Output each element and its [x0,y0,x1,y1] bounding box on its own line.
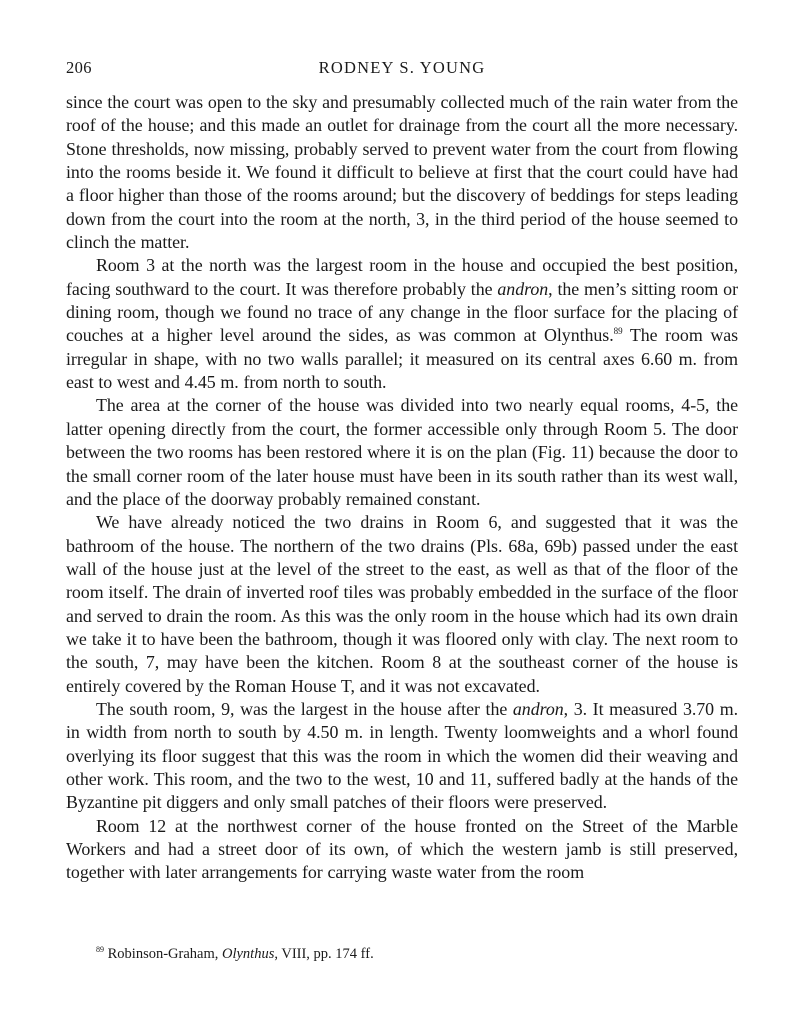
paragraph-text: , 3. It measured 3.70 m. in width from north to south by 4.50 m. in length. Twenty loomweights and a whorl found overlying its floor suggest that this was the room in which the women did their weaving and other work. This room, and the two to the west, 10 and 11, suffered badly at the hands of the Byzantine pit diggers and only small patches of their floors were preserved. [66,698,738,813]
paragraph-text: Room 12 at the northwest corner of the house fronted on the Street of the Marble Workers and had a street door of its own, of which the western jamb is still preserved, together with later arrangements for carrying waste water from the room [66,815,738,883]
paragraph-room-6 [66,511,738,698]
page [66,58,738,962]
paragraph-rooms-4-5 [66,394,738,511]
paragraph-text: Room 3 at the north was the largest room in the house and occupied the best position, facing southward to the court. It was therefore probably the [66,255,738,299]
footnote [96,945,374,963]
paragraph-text: since the court was open to the sky and presumably collected much of the rain water from the roof of the house; and this made an outlet for drainage from the court all the more necessary. Stone thresholds, now missing, probably served to prevent water from the court from flowing into the rooms beside it. We found it difficult to believe at first that the court could have had a floor higher than those of the rooms around; but the discovery of beddings for steps leading down from the court into the room at the north, 3, in the third period of the house seemed to clinch the matter. [66,92,738,253]
page-number: 206 [66,58,92,77]
running-head [66,58,738,84]
footnote-number: 89 [96,945,104,954]
paragraph-room-9 [66,698,738,815]
running-title: RODNEY S. YOUNG [318,58,486,77]
paragraph-text: The room was irregular in shape, with no two walls parallel; it measured on its central axes 6.60 m. from east to west and 4.45 m. from north to south. [66,325,738,393]
paragraph-text: The south room, 9, was the largest in the house after the [96,698,513,719]
andron-term: andron [512,698,564,719]
footnote-author: Robinson-Graham, [107,946,222,962]
paragraph-text: , the men’s sitting room or dining room, though we found no trace of any change in the floor surface for the placing of couches at a higher level around the sides, as was common at Olynthus. [66,278,738,346]
footnote-reference: 89 [613,326,623,337]
paragraph-text: The area at the corner of the house was divided into two nearly equal rooms, 4-5, the latter opening directly from the court, the former accessible only through Room 5. The door between the two rooms has been restored where it is on the plan (Fig. 11) because the door to the small corner room of the later house must have been in its south rather than its west wall, and the place of the doorway probably remained constant. [66,395,738,509]
body-text [66,91,738,885]
andron-term: andron [497,278,549,299]
paragraph-court-drainage [66,91,738,254]
paragraph-room-12 [66,815,738,885]
footnote-title: Olynthus [222,946,275,962]
footnote-rest: , VIII, pp. 174 ff. [274,946,374,962]
paragraph-room-3 [66,254,738,394]
paragraph-text: We have already noticed the two drains in Room 6, and suggested that it was the bathroom of the house. The northern of the two drains (Pls. 68a, 69b) passed under the east wall of the house just at the level of the street to the east, as well as that of the floor of the room itself. The drain of inverted roof tiles was probably embedded in the surface of the floor and served to drain the room. As this was the only room in the house which had its own drain we take it to have been the bathroom, though it was floored only with clay. The next room to the south, 7, may have been the kitchen. Room 8 at the southeast corner of the house is entirely covered by the Roman House T, and it was not excavated. [66,512,738,696]
